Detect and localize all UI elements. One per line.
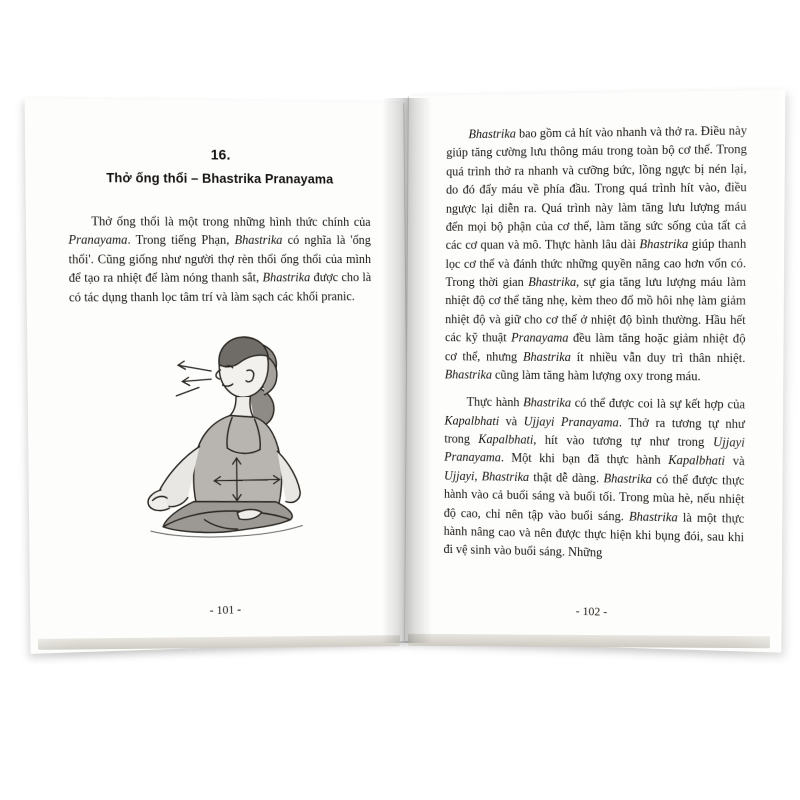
chapter-title: Thở ống thổi – Bhastrika Pranayama xyxy=(106,170,334,187)
right-paragraph-2: Thực hành Bhastrika có thể được coi là sự kết hợp của Kapalbhati và Ujjayi Pranayama. Thở ra tương tự như trong Kapalbhati, hít vào tương tự như trong Ujjayi Pranayama. Một khi bạn đã thực hành Kapalbhati và Ujjayi, Bhastrika thật dễ dàng. Bhastrika có thể được thực hành vào cả buổi sáng và buổi tối. Trong mùa hè, nếu nhiệt độ cao, chỉ nên tập vào buổi sáng. Bhastrika là một thực hành nâng cao và nên được thực hiện khi bụng đói, sau khi đi vệ sinh vào buổi sáng. Những xyxy=(443,394,746,560)
book-page-left xyxy=(25,98,410,654)
page-number-right: - 102 - xyxy=(575,605,608,619)
chapter-number: 16. xyxy=(210,147,231,163)
left-paragraph-1: Thở ống thổi là một trong những hình thức chính của Pranayama. Trong tiếng Phạn, Bhastrika có nghĩa là 'ống thổi'. Cũng giống như người thợ rèn thổi ống thổi của mình để tạo ra nhiệt để làm nóng thanh sắt, Bhastrika được cho là có tác dụng thanh lọc tâm trí và làm sạch các khối pranic. xyxy=(68,213,372,305)
page-edge-right xyxy=(408,634,770,649)
seated-meditation-breathing-figure-illustration xyxy=(102,319,342,541)
page-number-left: - 101 - xyxy=(209,604,242,618)
book-page-right xyxy=(404,90,785,653)
right-paragraph-1: Bhastrika bao gồm cả hít vào nhanh và thở ra. Điều này giúp tăng cường lưu thông máu trong toàn bộ cơ thể. Trong quá trình thở ra nhanh và cưỡng bức, lồng ngực bị nén lại, do đó đẩy máu về phía đầu. Trong quá trình hít vào, điều ngược lại diễn ra. Quá trình này làm tăng lưu lượng máu đến mọi bộ phận của cơ thể, làm tăng sức sống của tất cả các cơ quan và mô. Thực hành lâu dài Bhastrika giúp thanh lọc cơ thể và đánh thức những quyền năng cao hơn vốn có. Trong thời gian Bhastrika, sự gia tăng lưu lượng máu làm nhiệt độ cơ thể tăng nhẹ, kèm theo đổ mồ hôi nhẹ làm giảm nhiệt độ và giữ cho cơ thể ở nhiệt độ bình thường. Hầu hết các kỹ thuật Pranayama đều làm tăng hoặc giảm nhiệt độ cơ thể, nhưng Bhastrika ít nhiều vẫn duy trì thân nhiệt. Bhastrika cũng làm tăng hàm lượng oxy trong máu. xyxy=(444,123,748,384)
open-book xyxy=(30,88,775,658)
